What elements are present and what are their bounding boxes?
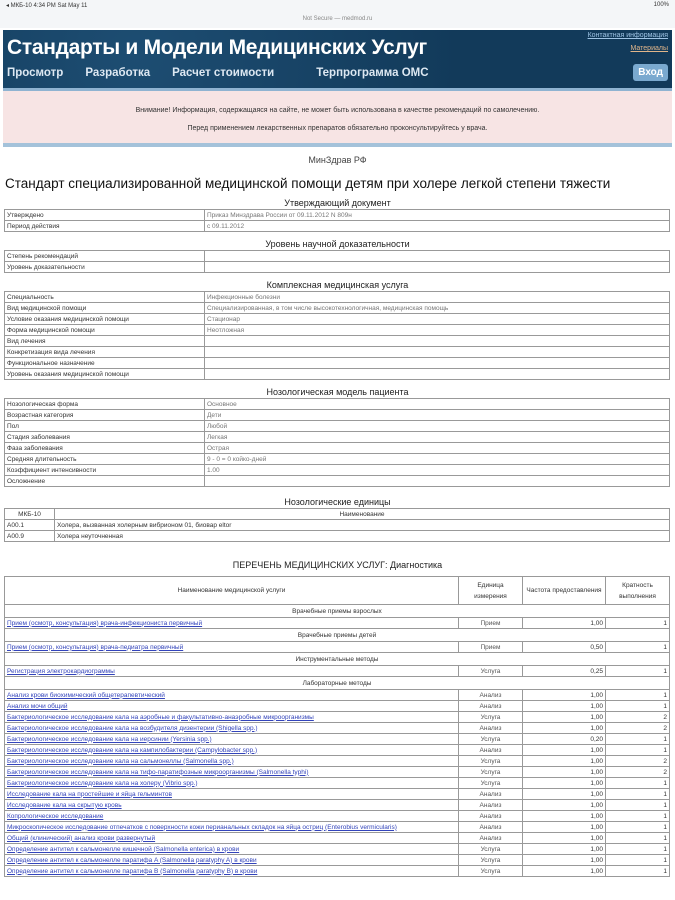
frequency: 1,00	[523, 844, 606, 855]
frequency: 1,00	[523, 745, 606, 756]
service-row	[5, 800, 670, 811]
frequency: 0,50	[523, 642, 606, 653]
service-link[interactable]: Определение антител к сальмонелле паратифа B (Salmonella paratyphy B) в крови	[7, 867, 258, 875]
group-row	[5, 653, 670, 666]
unit: Услуга	[459, 734, 523, 745]
field-value: Стационар	[205, 314, 670, 325]
multiplicity: 1	[606, 811, 670, 822]
service-name-cell	[5, 756, 459, 767]
service-name-cell	[5, 822, 459, 833]
frequency: 1,00	[523, 690, 606, 701]
service-name-cell	[5, 642, 459, 653]
nav-cost[interactable]: Расчет стоимости	[172, 67, 275, 79]
icd-code: A00.9	[5, 531, 55, 542]
unit: Услуга	[459, 767, 523, 778]
service-name-cell	[5, 712, 459, 723]
service-row	[5, 618, 670, 629]
service-row	[5, 642, 670, 653]
service-link[interactable]: Определение антител к сальмонелле кишечной (Salmonella enterica) в крови	[7, 845, 240, 853]
multiplicity: 1	[606, 734, 670, 745]
service-link[interactable]: Прием (осмотр, консультация) врача-педиатра первичный	[7, 643, 184, 651]
service-name-cell	[5, 767, 459, 778]
table-row	[5, 336, 670, 347]
site-title[interactable]: Стандарты и Модели Медицинских Услуг	[7, 36, 427, 59]
site-header	[3, 30, 672, 88]
table-row	[5, 303, 670, 314]
table-row	[5, 421, 670, 432]
frequency: 1,00	[523, 855, 606, 866]
table-row	[5, 465, 670, 476]
field-value	[205, 369, 670, 380]
field-value	[205, 251, 670, 262]
field-value: 9 - 0 = 0 койко-дней	[205, 454, 670, 465]
field-label: Уровень доказательности	[5, 262, 205, 273]
field-value	[205, 347, 670, 358]
unit: Анализ	[459, 811, 523, 822]
unit: Анализ	[459, 822, 523, 833]
service-row	[5, 723, 670, 734]
service-name-cell	[5, 833, 459, 844]
field-value: Специализированная, в том числе высокотехнологичная, медицинская помощь	[205, 303, 670, 314]
field-label: Функциональное назначение	[5, 358, 205, 369]
nav-oms[interactable]: Терпрограмма ОМС	[316, 67, 429, 79]
service-row	[5, 844, 670, 855]
status-left: ◂ МКБ-10 4:34 PM Sat May 11	[6, 3, 88, 9]
diagnosis-name: Холера неуточненная	[55, 531, 670, 542]
nosology-heading: Нозологические единицы	[284, 497, 391, 507]
multiplicity: 2	[606, 712, 670, 723]
col-icd: МКБ-10	[5, 509, 55, 520]
table-row	[5, 410, 670, 421]
field-label: Степень рекомендаций	[5, 251, 205, 262]
materials-link[interactable]: Материалы	[630, 45, 668, 52]
frequency: 1,00	[523, 618, 606, 629]
nosology-table	[4, 508, 670, 542]
field-value: Легкая	[205, 432, 670, 443]
service-link[interactable]: Копрологическое исследование	[7, 812, 104, 820]
unit: Анализ	[459, 833, 523, 844]
service-row	[5, 789, 670, 800]
frequency: 1,00	[523, 833, 606, 844]
service-row	[5, 745, 670, 756]
field-value: Основное	[205, 399, 670, 410]
field-label: Вид лечения	[5, 336, 205, 347]
table-row	[5, 443, 670, 454]
service-row	[5, 767, 670, 778]
service-name-cell	[5, 866, 459, 877]
table-row	[5, 369, 670, 380]
frequency: 1,00	[523, 767, 606, 778]
table-row	[5, 432, 670, 443]
service-row	[5, 712, 670, 723]
icd-code: A00.1	[5, 520, 55, 531]
table-row	[5, 358, 670, 369]
table-row	[5, 210, 670, 221]
field-value: Неотложная	[205, 325, 670, 336]
service-link[interactable]: Микроскопическое исследование отпечатков с поверхности кожи перианальных складок на яйца остриц (Enterobius vermicularis)	[7, 823, 397, 831]
field-value	[205, 262, 670, 273]
multiplicity: 1	[606, 844, 670, 855]
field-label: Конкретизация вида лечения	[5, 347, 205, 358]
multiplicity: 1	[606, 866, 670, 877]
unit: Услуга	[459, 778, 523, 789]
section-heading: Уровень научной доказательности	[265, 239, 410, 249]
section-table	[4, 398, 670, 487]
unit: Анализ	[459, 723, 523, 734]
frequency: 1,00	[523, 723, 606, 734]
unit: Прием	[459, 618, 523, 629]
multiplicity: 1	[606, 701, 670, 712]
field-value: Любой	[205, 421, 670, 432]
section-heading: Утверждающий документ	[284, 198, 391, 208]
multiplicity: 1	[606, 618, 670, 629]
address-bar[interactable]: Not Secure — medmod.ru	[0, 12, 675, 28]
group-name: Врачебные приемы взрослых	[5, 605, 670, 618]
field-label: Коэффициент интенсивности	[5, 465, 205, 476]
warning-line-1: Внимание! Информация, содержащаяся на сайте, не может быть использована в качестве рекомендаций по самолечению.	[135, 107, 540, 114]
col-frequency: Частота предоставления	[523, 577, 606, 605]
services-table	[4, 576, 670, 877]
frequency: 1,00	[523, 789, 606, 800]
warning-line-2: Перед применением лекарственных препаратов обязательно проконсультируйтесь у врача.	[187, 125, 488, 132]
service-link[interactable]: Прием (осмотр, консультация) врача-инфекциониста первичный	[7, 619, 203, 627]
section-heading: Комплексная медицинская услуга	[266, 280, 409, 290]
multiplicity: 1	[606, 833, 670, 844]
service-link[interactable]: Исследование кала на простейшие и яйца гельминтов	[7, 790, 172, 798]
warning-banner	[3, 88, 672, 143]
field-label: Осложнение	[5, 476, 205, 487]
status-bar	[0, 0, 675, 12]
field-label: Нозологическая форма	[5, 399, 205, 410]
service-link[interactable]: Анализ крови биохимический общетерапевтический	[7, 691, 165, 699]
service-link[interactable]: Бактериологическое исследование кала на тифо-паратифозные микроорганизмы (Salmonella typhi)	[7, 768, 309, 776]
service-row	[5, 666, 670, 677]
divider	[3, 143, 672, 147]
field-label: Специальность	[5, 292, 205, 303]
group-name: Лабораторные методы	[5, 677, 670, 690]
field-value: Приказ Минздрава России от 09.11.2012 N 809н	[205, 210, 670, 221]
table-row	[5, 325, 670, 336]
service-name-cell	[5, 844, 459, 855]
service-row	[5, 778, 670, 789]
diagnosis-name: Холера, вызванная холерным вибрионом 01, биовар eltor	[55, 520, 670, 531]
service-row	[5, 855, 670, 866]
unit: Услуга	[459, 712, 523, 723]
service-link[interactable]: Исследование кала на скрытую кровь	[7, 801, 122, 809]
service-link[interactable]: Бактериологическое исследование кала на сальмонеллы (Salmonella spp.)	[7, 757, 234, 765]
service-link[interactable]: Регистрация электрокардиограммы	[7, 667, 115, 675]
field-value: Дети	[205, 410, 670, 421]
service-name-cell	[5, 800, 459, 811]
field-label: Возрастная категория	[5, 410, 205, 421]
table-row	[5, 476, 670, 487]
service-link[interactable]: Общий (клинический) анализ крови развернутый	[7, 834, 156, 842]
service-name-cell	[5, 723, 459, 734]
service-name-cell	[5, 789, 459, 800]
ministry-label: МинЗдрав РФ	[308, 155, 367, 165]
main-nav	[7, 67, 451, 79]
table-row	[5, 262, 670, 273]
table-row	[5, 454, 670, 465]
service-link[interactable]: Анализ мочи общий	[7, 702, 68, 710]
service-row	[5, 756, 670, 767]
service-row	[5, 833, 670, 844]
frequency: 0,25	[523, 666, 606, 677]
service-link[interactable]: Бактериологическое исследование кала на аэробные и факультативно-анаэробные микроорганизмы	[7, 713, 314, 721]
field-label: Утверждено	[5, 210, 205, 221]
service-name-cell	[5, 855, 459, 866]
table-row	[5, 251, 670, 262]
nav-develop[interactable]: Разработка	[85, 67, 151, 79]
service-name-cell	[5, 666, 459, 677]
frequency: 1,00	[523, 712, 606, 723]
frequency: 0,20	[523, 734, 606, 745]
frequency: 1,00	[523, 822, 606, 833]
field-value: 1.00	[205, 465, 670, 476]
unit: Анализ	[459, 745, 523, 756]
multiplicity: 1	[606, 855, 670, 866]
service-link[interactable]: Бактериологическое исследование кала на холеру (Vibrio spp.)	[7, 779, 198, 787]
service-row	[5, 734, 670, 745]
battery-status: 100%	[653, 2, 669, 8]
service-row	[5, 701, 670, 712]
multiplicity: 1	[606, 642, 670, 653]
col-name: Наименование	[55, 509, 670, 520]
multiplicity: 1	[606, 745, 670, 756]
multiplicity: 1	[606, 690, 670, 701]
col-service-name: Наименование медицинской услуги	[5, 577, 459, 605]
multiplicity: 1	[606, 800, 670, 811]
group-row	[5, 677, 670, 690]
field-value: Острая	[205, 443, 670, 454]
multiplicity: 2	[606, 767, 670, 778]
section-table	[4, 291, 670, 380]
multiplicity: 1	[606, 666, 670, 677]
service-name-cell	[5, 745, 459, 756]
frequency: 1,00	[523, 800, 606, 811]
unit: Услуга	[459, 866, 523, 877]
table-row	[5, 520, 670, 531]
unit: Анализ	[459, 701, 523, 712]
group-row	[5, 605, 670, 618]
service-row	[5, 866, 670, 877]
service-row	[5, 690, 670, 701]
service-row	[5, 811, 670, 822]
section-table	[4, 250, 670, 273]
unit: Анализ	[459, 800, 523, 811]
service-name-cell	[5, 701, 459, 712]
field-label: Период действия	[5, 221, 205, 232]
service-link[interactable]: Бактериологическое исследование кала на кампилобактерии (Campylobacter spp.)	[7, 746, 258, 754]
field-label: Форма медицинской помощи	[5, 325, 205, 336]
frequency: 1,00	[523, 756, 606, 767]
col-unit: Единица измерения	[459, 577, 523, 605]
field-value: с 09.11.2012	[205, 221, 670, 232]
field-label: Средняя длительность	[5, 454, 205, 465]
frequency: 1,00	[523, 778, 606, 789]
service-link[interactable]: Бактериологическое исследование кала на иерсинии (Yersinia spp.)	[7, 735, 212, 743]
field-label: Пол	[5, 421, 205, 432]
field-value: Инфекционные болезни	[205, 292, 670, 303]
service-row	[5, 822, 670, 833]
table-row	[5, 221, 670, 232]
contact-link[interactable]: Контактная информация	[587, 32, 668, 39]
field-label: Стадия заболевания	[5, 432, 205, 443]
field-value	[205, 336, 670, 347]
unit: Услуга	[459, 844, 523, 855]
field-label: Уровень оказания медицинской помощи	[5, 369, 205, 380]
service-name-cell	[5, 734, 459, 745]
section-table	[4, 209, 670, 232]
service-name-cell	[5, 690, 459, 701]
table-row	[5, 314, 670, 325]
multiplicity: 1	[606, 822, 670, 833]
unit: Анализ	[459, 789, 523, 800]
service-name-cell	[5, 778, 459, 789]
field-label: Условие оказания медицинской помощи	[5, 314, 205, 325]
multiplicity: 1	[606, 778, 670, 789]
nav-view[interactable]: Просмотр	[7, 67, 64, 79]
unit: Услуга	[459, 666, 523, 677]
unit: Услуга	[459, 756, 523, 767]
multiplicity: 1	[606, 789, 670, 800]
table-row	[5, 399, 670, 410]
unit: Анализ	[459, 690, 523, 701]
group-name: Врачебные приемы детей	[5, 629, 670, 642]
multiplicity: 2	[606, 756, 670, 767]
service-name-cell	[5, 618, 459, 629]
login-button[interactable]: Вход	[633, 64, 668, 81]
col-multiplicity: Кратность выполнения	[606, 577, 670, 605]
table-row	[5, 347, 670, 358]
service-name-cell	[5, 811, 459, 822]
section-heading: Нозологическая модель пациента	[266, 387, 409, 397]
multiplicity: 2	[606, 723, 670, 734]
field-label: Фаза заболевания	[5, 443, 205, 454]
unit: Прием	[459, 642, 523, 653]
services-heading: ПЕРЕЧЕНЬ МЕДИЦИНСКИХ УСЛУГ: Диагностика	[232, 560, 443, 570]
group-name: Инструментальные методы	[5, 653, 670, 666]
frequency: 1,00	[523, 701, 606, 712]
group-row	[5, 629, 670, 642]
frequency: 1,00	[523, 866, 606, 877]
unit: Услуга	[459, 855, 523, 866]
field-value	[205, 358, 670, 369]
frequency: 1,00	[523, 811, 606, 822]
page-title: Стандарт специализированной медицинской помощи детям при холере легкой степени тяжести	[5, 176, 611, 191]
service-link[interactable]: Определение антител к сальмонелле паратифа A (Salmonella paratyphy A) в крови	[7, 856, 257, 864]
field-value	[205, 476, 670, 487]
field-label: Вид медицинской помощи	[5, 303, 205, 314]
table-row	[5, 292, 670, 303]
table-row	[5, 531, 670, 542]
service-link[interactable]: Бактериологическое исследование кала на возбудителя дизентерии (Shigella spp.)	[7, 724, 258, 732]
